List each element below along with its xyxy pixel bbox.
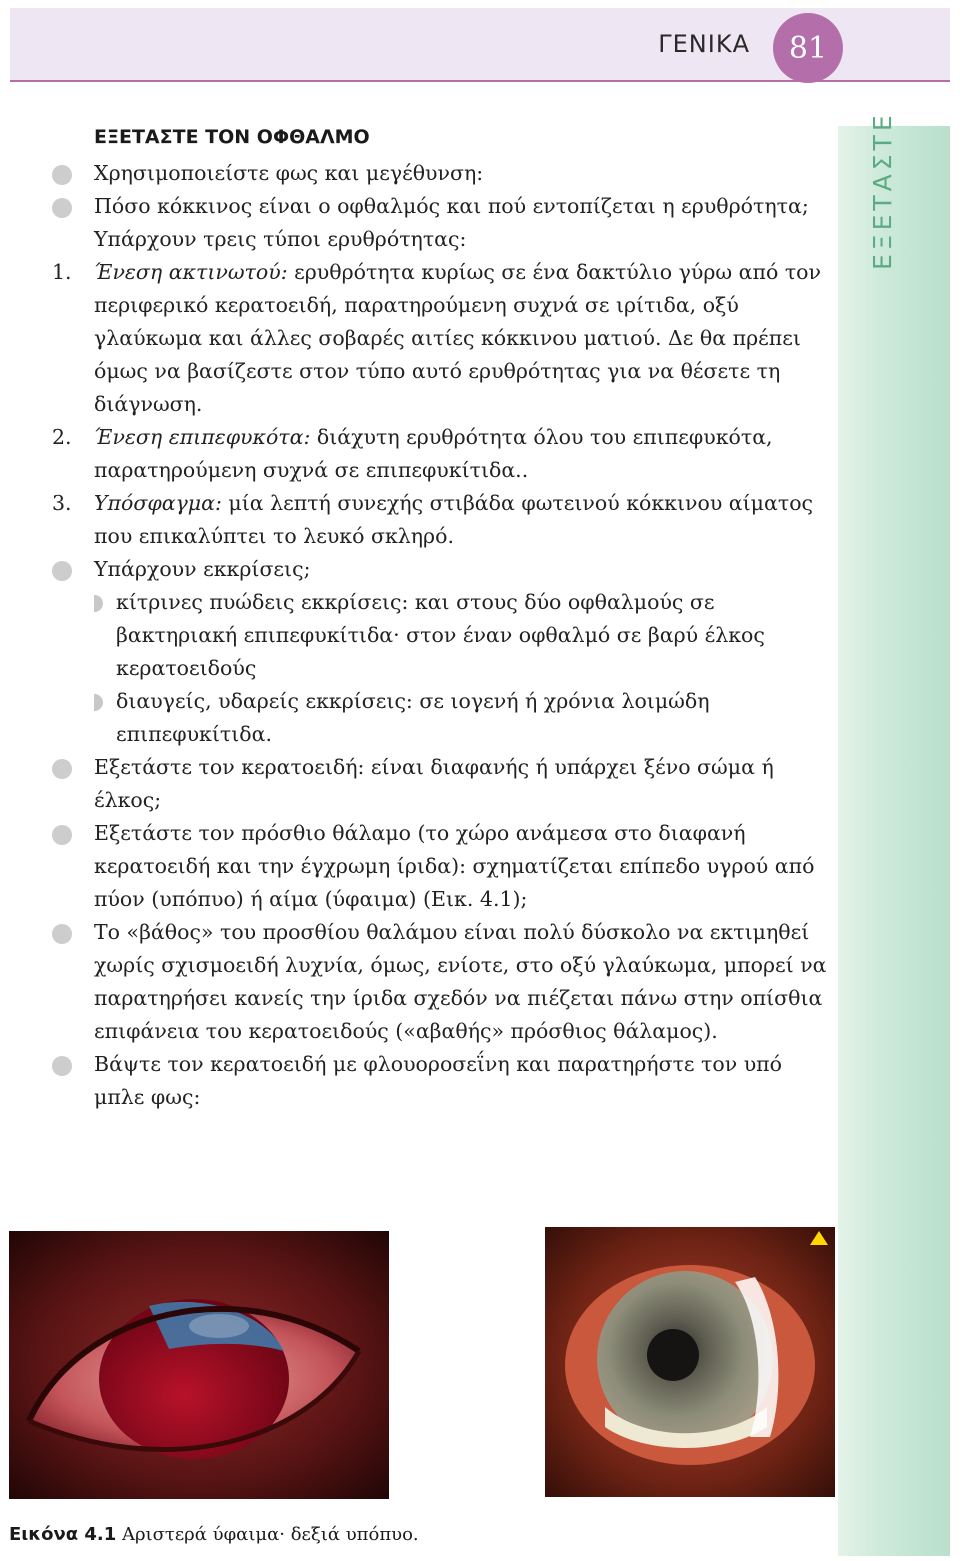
list-item-text: Το «βάθος» του προσθίου θαλάμου είναι πολύ δύσκολο να εκτιμηθεί χωρίς σχισμοειδή λυχνία, όμως, ενίοτε, στο οξύ γλαύκωμα, μπορεί να παρατηρήσει κανείς την ίριδα σχεδόν να πιέζεται πάνω στην οπίσθια επιφάνεια του κερατοειδούς («αβαθής» πρόσθιος θάλαμος). — [94, 920, 827, 1043]
list-item-text: Εξετάστε τον πρόσθιο θάλαμο (το χώρο ανάμεσα στο διαφανή κερατοειδή και την έγχρωμη ίριδα): σχηματίζεται επίπεδο υγρού από πύον (υπόπυο) ή αίμα (ύφαιμα) (Εικ. 4.1); — [94, 821, 815, 911]
half-circle-bullet-icon — [94, 694, 103, 711]
page-header — [10, 8, 950, 82]
side-tab — [838, 126, 950, 1556]
list-item — [52, 190, 832, 256]
numbered-item — [52, 487, 832, 553]
hypopyon-eye-photo — [545, 1227, 835, 1497]
chapter-title: ΓΕΝΙΚΑ — [658, 30, 750, 58]
sub-list-item — [94, 586, 832, 685]
list-item — [52, 553, 832, 586]
sub-item-text: κίτρινες πυώδεις εκκρίσεις: και στους δύο οφθαλμούς σε βακτηριακή επιπεφυκίτιδα· στον έναν οφθαλμό σε βαρύ έλκος κερατοειδούς — [116, 590, 765, 680]
sub-item-text: διαυγείς, υδαρείς εκκρίσεις: σε ιογενή ή χρόνια λοιμώδη επιπεφυκίτιδα. — [116, 689, 710, 746]
list-item — [52, 751, 832, 817]
list-item-text: Χρησιμοποιείστε φως και μεγέθυνση: — [94, 161, 484, 185]
list-item — [52, 157, 832, 190]
item-number: 2. — [52, 425, 72, 449]
list-item-text: Εξετάστε τον κερατοειδή: είναι διαφανής ή υπάρχει ξένο σώμα ή έλκος; — [94, 755, 774, 812]
list-item — [52, 817, 832, 916]
list-item — [52, 1048, 832, 1114]
list-item-text: Βάψτε τον κερατοειδή με φλουοροσεΐνη και παρατηρήστε τον υπό μπλε φως: — [94, 1052, 782, 1109]
item-number: 1. — [52, 260, 72, 284]
hyphema-eye-photo — [9, 1231, 389, 1499]
numbered-item — [52, 421, 832, 487]
item-term: Ένεση επιπεφυκότα: — [94, 425, 311, 449]
list-item — [52, 916, 832, 1048]
page-number-badge: 81 — [773, 13, 843, 83]
section-heading: ΕΞΕΤΑΣΤΕ ΤΟΝ ΟΦΘΑΛΜΟ — [94, 126, 370, 148]
item-term: Υπόσφαγμα: — [94, 491, 222, 515]
item-text: ερυθρότητα κυρίως σε ένα δακτύλιο γύρω από τον περιφερικό κερατοειδή, παρατηρούμενη συχνά σε ιρίτιδα, οξύ γλαύκωμα και άλλες σοβαρές αιτίες κόκκινου ματιού. Δε θα πρέπει όμως να βασίζεστε στον τύπο αυτό ερυθρότητας για να θέσετε τη διάγνωση. — [94, 260, 821, 416]
bullet-icon — [52, 165, 72, 185]
list-item-text: Πόσο κόκκινος είναι ο οφθαλμός και πού εντοπίζεται η ερυθρότητα; Υπάρχουν τρεις τύποι ερυθρότητας: — [94, 194, 809, 251]
item-term: Ένεση ακτινωτού: — [94, 260, 288, 284]
main-content — [52, 117, 832, 1114]
item-number: 3. — [52, 491, 72, 515]
bullet-icon — [52, 561, 72, 581]
list-item-text: Υπάρχουν εκκρίσεις; — [94, 557, 311, 581]
bullet-icon — [52, 924, 72, 944]
bullet-icon — [52, 1056, 72, 1076]
figure-caption — [9, 1524, 419, 1545]
sub-list-item — [94, 685, 832, 751]
half-circle-bullet-icon — [94, 595, 103, 612]
numbered-item — [52, 256, 832, 421]
item-text: μία λεπτή συνεχής στιβάδα φωτεινού κόκκινου αίματος που επικαλύπτει το λευκό σκληρό. — [94, 491, 814, 548]
figure-label: Εικόνα 4.1 — [9, 1524, 117, 1545]
bullet-icon — [52, 198, 72, 218]
bullet-icon — [52, 825, 72, 845]
bullet-icon — [52, 759, 72, 779]
figure-caption-text: Αριστερά ύφαιμα· δεξιά υπόπυο. — [116, 1524, 419, 1545]
side-tab-label: ΕΞΕΤΑΣΤΕ — [868, 111, 897, 270]
item-text: διάχυτη ερυθρότητα όλου του επιπεφυκότα, παρατηρούμενη συχνά σε επιπεφυκίτιδα.. — [94, 425, 773, 482]
